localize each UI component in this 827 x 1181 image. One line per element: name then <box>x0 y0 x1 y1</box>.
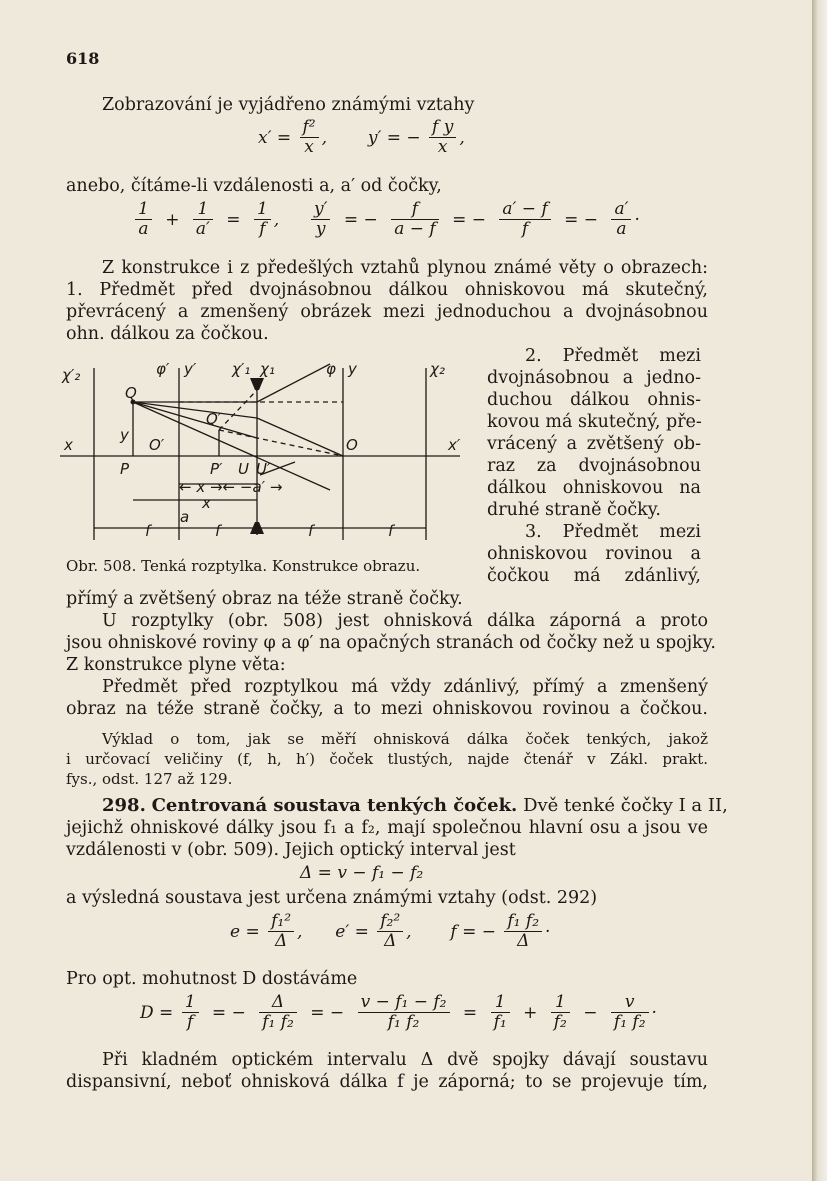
equation-image-relations: x′ = $\frac{\text{f²}}{x}$ , y′ = − $\frac{\text{f y}}{x}$ , <box>258 117 465 157</box>
text-line: U rozptylky (obr. 508) jest ohnisková dálka záporná a proto <box>102 611 708 631</box>
text-line: kovou má skutečný, pře- <box>487 412 702 432</box>
label-chi2: χ₂ <box>430 360 445 378</box>
label-y-prime: y′ <box>184 360 197 378</box>
label-f3: f <box>308 522 314 540</box>
label-y-top: y <box>348 360 357 378</box>
equation-interval: Δ = v − f₁ − f₂ <box>300 863 424 883</box>
lens-diagram <box>60 350 480 550</box>
ray-dashed <box>219 390 257 430</box>
text-line: duchou dálkou ohnis- <box>487 390 701 410</box>
text-line: ohn. dálkou za čočkou. <box>66 324 269 344</box>
text-line: dálkou ohniskovou na <box>487 478 701 498</box>
label-x-right: x′ <box>448 436 461 454</box>
label-chi2-prime: χ′₂ <box>62 366 81 384</box>
text-line: ohniskovou rovinou a <box>487 544 701 564</box>
lens-top <box>250 378 264 390</box>
label-chi1-prime: χ′₁ <box>232 360 251 378</box>
page-number: 618 <box>66 49 100 68</box>
text-line: vrácený a zvětšený ob- <box>487 434 701 454</box>
section-title: Centrovaná soustava tenkých čoček. <box>151 795 518 816</box>
ray-4 <box>133 402 257 438</box>
text-line: Předmět před rozptylkou má vždy zdánlivý, přímý a zmenšený <box>102 677 708 697</box>
label-q: Q <box>125 384 137 402</box>
ray-3-out <box>257 418 343 456</box>
equation-system-relations: e = $\frac{\text{f₁²}}{\Delta}$ , e′ = $\frac{\text{f₂²}}{\Delta}$ , f = − $\frac{\text{f₁ f₂}}{\Delta}$ · <box>230 911 551 951</box>
text-line: anebo, čítáme-li vzdálenosti a, a′ od čočky, <box>66 176 442 196</box>
small-text-line: fys., odst. 127 až 129. <box>66 770 233 788</box>
section-number: 298. <box>102 795 146 816</box>
label-q-prime: Q′ <box>206 410 222 428</box>
text-line: a výsledná soustava jest určena známými vztahy (odst. 292) <box>66 888 598 908</box>
text-line: Zobrazování je vyjádřeno známými vztahy <box>102 95 475 115</box>
label-dim-a: a <box>180 508 190 526</box>
label-u-prime: U′ <box>256 460 271 478</box>
label-f2: f <box>215 522 221 540</box>
text-line: dvojnásobnou a jedno- <box>487 368 701 388</box>
text-line: přímý a zvětšený obraz na téže straně čočky. <box>66 589 463 609</box>
text-line: 3. Předmět mezi <box>525 522 701 542</box>
page-edge <box>812 0 827 1181</box>
equation-optical-power: D = $\frac{1}{f}$ = − $\frac{\Delta}{\text{f₁ f₂}}$ = − $\frac{\text{v − f₁ − f₂}}{\text{f₁ f₂}}$ = $\frac{1}{\text{f₁}}$ + $\frac{1}{\text{f₂}}$ − $\frac{v}{\text{f₁ f₂}}$ · <box>140 992 657 1032</box>
text-line: druhé straně čočky. <box>487 500 661 520</box>
label-y-mid: y <box>120 426 129 444</box>
text-line: raz za dvojnásobnou <box>487 456 701 476</box>
text-line: 1. Předmět před dvojnásobnou dálkou ohniskovou má skutečný, <box>66 280 708 300</box>
text-line: obraz na téže straně čočky, a to mezi ohniskovou rovinou a čočkou. <box>66 699 708 719</box>
text-line: Pro opt. mohutnost D dostáváme <box>66 969 358 989</box>
label-dim-x: x <box>202 494 211 512</box>
text-line: vzdálenosti v (obr. 509). Jejich optický interval jest <box>66 840 516 860</box>
text-line: Z konstrukce i z předešlých vztahů plynou známé věty o obrazech: <box>102 258 708 278</box>
label-f1: f <box>145 522 151 540</box>
section-text: Dvě tenké čočky I a II, <box>523 795 728 816</box>
label-dim-x-a-prime: ← x →← −a′ → <box>179 478 283 496</box>
ray-dashed-2 <box>219 430 343 456</box>
equation-lens-formula: $\frac{1}{a}$ + $\frac{1}{a'}$ = $\frac{1}{f}$ , $\frac{y'}{y}$ = − $\frac{f}{a - f}$ = − $\frac{a' - f}{f}$ = − $\frac{a'}{a}$ · <box>132 200 640 239</box>
label-u: U <box>238 460 249 478</box>
text-line: jejichž ohniskové dálky jsou f₁ a f₂, mají společnou hlavní osu a jsou ve <box>66 818 708 838</box>
label-f4: f <box>388 522 394 540</box>
label-p-prime: P′ <box>210 460 223 478</box>
text-line: jsou ohniskové roviny φ a φ′ na opačných stranách od čočky než u spojky. <box>66 633 716 653</box>
text-line: 2. Předmět mezi <box>525 346 701 366</box>
text-line: dispansivní, neboť ohnisková dálka f je záporná; to se projevuje tím, <box>66 1072 708 1092</box>
figure-caption: Obr. 508. Tenká rozptylka. Konstrukce obrazu. <box>66 557 421 575</box>
small-text-line: Výklad o tom, jak se měří ohnisková dálka čoček tenkých, jakož <box>102 730 708 748</box>
text-line: Z konstrukce plyne věta: <box>66 655 286 675</box>
text-line: Při kladném optickém intervalu Δ dvě spojky dávají soustavu <box>102 1050 708 1070</box>
label-phi-prime: φ′ <box>156 360 170 378</box>
label-x-left: x <box>64 436 73 454</box>
label-p: P <box>120 460 130 478</box>
label-phi: φ <box>326 360 336 378</box>
small-text-line: i určovací veličiny (f, h, h′) čoček tlustých, najde čtenář v Zákl. prakt. <box>66 750 708 768</box>
text-line: převrácený a zmenšený obrázek mezi jednoduchou a dvojnásobnou <box>66 302 708 322</box>
label-o: O <box>346 436 358 454</box>
text-line: čočkou má zdánlivý, <box>487 566 701 586</box>
section-heading-line <box>102 795 728 817</box>
label-o-prime: O′ <box>149 436 165 454</box>
label-chi1: χ₁ <box>260 360 275 378</box>
